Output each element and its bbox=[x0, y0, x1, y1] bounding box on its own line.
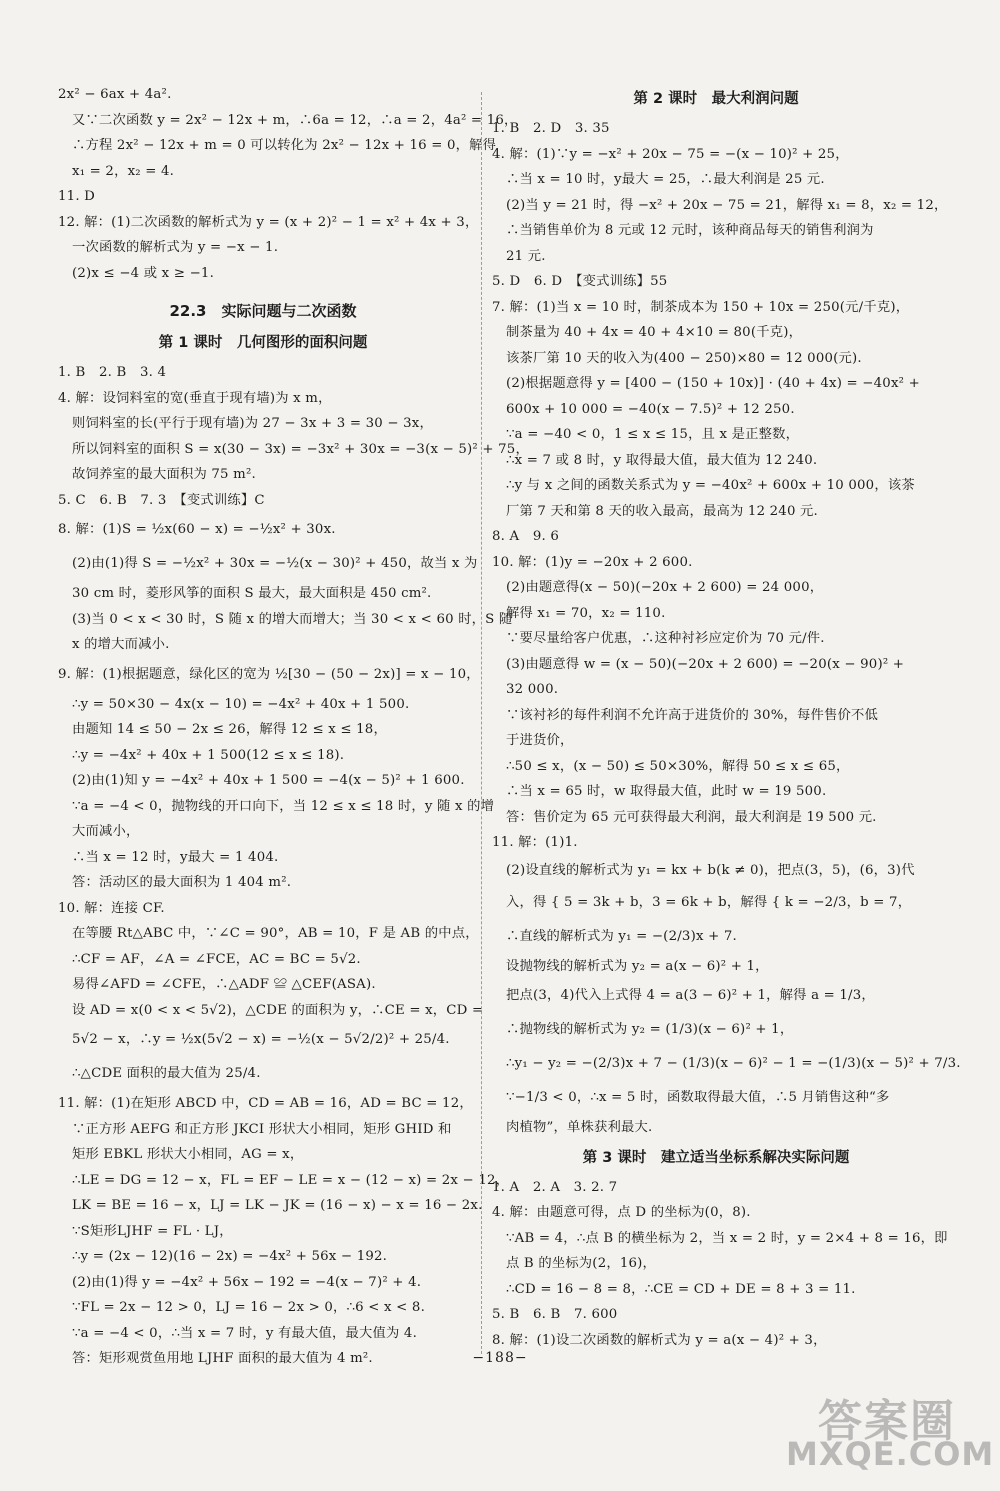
answer-line: 大而减小， bbox=[72, 824, 140, 839]
answer-line: ∴当 x = 12 时，y最大 = 1 404. bbox=[72, 849, 279, 865]
answer-line: ∴y = (2x − 12)(16 − 2x) = −4x² + 56x − 192. bbox=[72, 1249, 388, 1264]
answer-line: 该茶厂第 10 天的收入为(400 − 250)×80 = 12 000(元). bbox=[506, 350, 862, 366]
answer-line: 11. 解：(1)在矩形 ABCD 中，CD = AB = 16，AD = BC = 12， bbox=[58, 1096, 473, 1111]
section-heading: 22.3 实际问题与二次函数 bbox=[169, 302, 357, 320]
answer-line: ∵正方形 AEFG 和正方形 JKCI 形状大小相同，矩形 GHID 和 bbox=[72, 1121, 452, 1137]
watermark-title: 答案圈 bbox=[818, 1396, 956, 1447]
answer-line: 易得∠AFD = ∠CFE，∴△ADF ≌ △CEF(ASA). bbox=[72, 977, 376, 992]
answer-line: 5. D 6. D 【变式训练】55 bbox=[492, 274, 668, 289]
answer-line: 2x² − 6ax + 4a². bbox=[58, 87, 172, 102]
answer-line: (2)设直线的解析式为 y₁ = kx + b(k ≠ 0)，把点(3，5)，(6，3)代 bbox=[506, 862, 915, 878]
answer-line: ∵−1/3 < 0，∴x = 5 时，函数取得最大值，∴5 月销售这种“多 bbox=[506, 1090, 890, 1105]
answer-line: 30 cm 时，菱形风筝的面积 S 最大，最大面积是 450 cm². bbox=[72, 586, 432, 601]
answer-line: 则饲料室的长(平行于现有墙)为 27 − 3x + 3 = 30 − 3x， bbox=[72, 416, 433, 431]
answer-line: 8. 解：(1)设二次函数的解析式为 y = a(x − 4)² + 3， bbox=[492, 1332, 827, 1348]
answer-line: 点 B 的坐标为(2，16)， bbox=[506, 1256, 657, 1271]
answer-line: 1. B 2. D 3. 35 bbox=[492, 121, 610, 136]
answer-line: 11. D bbox=[58, 189, 96, 204]
answer-line: ∵a = −40 < 0，1 ≤ x ≤ 15，且 x 是正整数， bbox=[506, 427, 800, 442]
answer-line: 4. 解：由题意可得，点 D 的坐标为(0，8). bbox=[492, 1205, 751, 1220]
answer-line: ∴x = 7 或 8 时，y 取得最大值，最大值为 12 240. bbox=[506, 452, 818, 468]
answer-line: 入，得 { 5 = 3k + b，3 = 6k + b，解得 { k = −2/3，b = 7， bbox=[506, 894, 912, 910]
answer-line: 4. 解：(1)∵y = −x² + 20x − 75 = −(x − 10)² + 25， bbox=[492, 146, 849, 162]
answer-line: 答：矩形观赏鱼用地 LJHF 面积的最大值为 4 m². bbox=[72, 1351, 373, 1366]
column-divider bbox=[481, 92, 482, 1354]
answer-line: ∴y = 50×30 − 4x(x − 10) = −4x² + 40x + 1 500. bbox=[72, 696, 410, 712]
answer-line: 厂第 7 天和第 8 天的收入最高，最高为 12 240 元. bbox=[506, 503, 818, 519]
answer-line: 在等腰 Rt△ABC 中，∵∠C = 90°，AB = 10，F 是 AB 的中点， bbox=[72, 926, 479, 941]
answer-line: 600x + 10 000 = −40(x − 7.5)² + 12 250. bbox=[506, 401, 795, 417]
answer-line: 11. 解：(1)1. bbox=[492, 835, 578, 850]
answer-line: x₁ = 2，x₂ = 4. bbox=[72, 163, 175, 179]
answer-line: 矩形 EBKL 形状大小相同，AG = x， bbox=[72, 1147, 304, 1162]
answer-line: 又∵二次函数 y = 2x² − 12x + m，∴6a = 12，∴a = 2，4a² = 16， bbox=[72, 112, 518, 128]
answer-line: ∵a = −4 < 0，∴当 x = 7 时，y 有最大值，最大值为 4. bbox=[72, 1325, 418, 1341]
answer-line: 肉植物”，单株获利最大. bbox=[506, 1120, 653, 1135]
answer-line: (2)x ≤ −4 或 x ≥ −1. bbox=[72, 265, 215, 281]
watermark-logo bbox=[778, 1385, 995, 1477]
answer-line: (3)由题意得 w = (x − 50)(−20x + 2 600) = −20(x − 90)² + bbox=[506, 656, 905, 672]
section-heading: 第 3 课时 建立适当坐标系解决实际问题 bbox=[582, 1149, 850, 1166]
answer-line: ∴LE = DG = 12 − x，FL = EF − LE = x − (12 − x) = 2x − 12， bbox=[72, 1172, 510, 1188]
answer-line: 10. 解：(1)y = −20x + 2 600. bbox=[492, 554, 693, 570]
answer-line: ∵该衬衫的每件利润不允许高于进货价的 30%，每件售价不低 bbox=[506, 707, 879, 723]
answer-line: (2)由(1)知 y = −4x² + 40x + 1 500 = −4(x − 5)² + 1 600. bbox=[72, 773, 465, 788]
answer-line: 5. C 6. B 7. 3 【变式训练】C bbox=[58, 492, 265, 508]
answer-line: 答：售价定为 65 元可获得最大利润，最大利润是 19 500 元. bbox=[506, 809, 877, 825]
answer-line: 5√2 − x，∴y = ½x(5√2 − x) = −½(x − 5√2/2)² + 25/4. bbox=[72, 1032, 450, 1047]
answer-line: 于进货价， bbox=[506, 733, 574, 748]
answer-line: 8. 解：(1)S = ½x(60 − x) = −½x² + 30x. bbox=[58, 522, 336, 537]
right-column bbox=[492, 82, 961, 1353]
answer-line: ∵AB = 4，∴点 B 的横坐标为 2，当 x = 2 时，y = 2×4 + 8 = 16，即 bbox=[506, 1230, 948, 1246]
answer-line: x 的增大而减小. bbox=[72, 637, 170, 652]
answer-line: 4. 解：设饲料室的宽(垂直于现有墙)为 x m， bbox=[58, 390, 332, 406]
answer-line: 12. 解：(1)二次函数的解析式为 y = (x + 2)² − 1 = x² + 4x + 3， bbox=[58, 214, 479, 230]
answer-line: (2)由(1)得 S = −½x² + 30x = −½(x − 30)² + 450，故当 x 为 bbox=[72, 556, 478, 571]
answer-line: ∴CF = AF，∠A = ∠FCE，AC = BC = 5√2. bbox=[72, 951, 361, 967]
answer-line: ∴50 ≤ x，(x − 50) ≤ 50×30%，解得 50 ≤ x ≤ 65， bbox=[506, 758, 850, 774]
answer-line: 设 AD = x(0 < x < 5√2)，△CDE 的面积为 y，∴CE = x，CD = bbox=[72, 1002, 484, 1018]
answer-line: ∴方程 2x² − 12x + m = 0 可以转化为 2x² − 12x + 16 = 0，解得 bbox=[72, 138, 497, 153]
answer-line: (2)由题意得(x − 50)(−20x + 2 600) = 24 000， bbox=[506, 580, 824, 595]
answer-line: 1. A 2. A 3. 2. 7 bbox=[492, 1179, 618, 1195]
answer-line: 答：活动区的最大面积为 1 404 m². bbox=[72, 875, 292, 890]
answer-line: (2)由(1)得 y = −4x² + 56x − 192 = −4(x − 7)² + 4. bbox=[72, 1274, 422, 1290]
answer-line: 1. B 2. B 3. 4 bbox=[58, 365, 167, 380]
answer-line: 把点(3，4)代入上式得 4 = a(3 − 6)² + 1，解得 a = 1/3， bbox=[506, 988, 875, 1003]
answer-line: ∴△CDE 面积的最大值为 25/4. bbox=[72, 1066, 261, 1081]
answer-line: (2)当 y = 21 时，得 −x² + 20x − 75 = 21，解得 x₁ = 8，x₂ = 12， bbox=[506, 197, 948, 213]
answer-line: 32 000. bbox=[506, 682, 559, 697]
answer-line: (2)根据题意得 y = [400 − (150 + 10x)] · (40 + 4x) = −40x² + bbox=[506, 376, 920, 391]
answer-line: ∵S矩形LJHF = FL · LJ， bbox=[72, 1223, 233, 1239]
answer-line: ∵FL = 2x − 12 > 0，LJ = 16 − 2x > 0，∴6 < x < 8. bbox=[72, 1300, 426, 1315]
answer-line: (3)当 0 < x < 30 时，S 随 x 的增大而增大；当 30 < x < 60 时，S 随 bbox=[72, 611, 513, 627]
answer-line: 21 元. bbox=[506, 248, 546, 264]
answer-line: ∴抛物线的解析式为 y₂ = (1/3)(x − 6)² + 1， bbox=[506, 1022, 794, 1037]
answer-line: ∴当销售单价为 8 元或 12 元时，该种商品每天的销售利润为 bbox=[506, 223, 874, 238]
answer-line: 5. B 6. B 7. 600 bbox=[492, 1307, 618, 1322]
answer-line: 9. 解：(1)根据题意，绿化区的宽为 ½[30 − (50 − 2x)] = x − 10， bbox=[58, 666, 480, 682]
section-heading: 第 2 课时 最大利润问题 bbox=[633, 91, 799, 107]
answer-line: 解得 x₁ = 70，x₂ = 110. bbox=[506, 605, 666, 621]
answer-line: 10. 解：连接 CF. bbox=[58, 900, 165, 916]
answer-line: 8. A 9. 6 bbox=[492, 529, 559, 544]
section-heading: 第 1 课时 几何图形的面积问题 bbox=[158, 335, 368, 351]
answer-line: ∵要尽量给客户优惠，∴这种衬衫应定价为 70 元/件. bbox=[506, 631, 825, 646]
answer-line: ∴当 x = 65 时，w 取得最大值，此时 w = 19 500. bbox=[506, 784, 827, 799]
answer-line: ∴y 与 x 之间的函数关系式为 y = −40x² + 600x + 10 000，该茶 bbox=[506, 478, 915, 493]
answer-line: ∴直线的解析式为 y₁ = −(2/3)x + 7. bbox=[506, 928, 737, 944]
answer-line: 故饲养室的最大面积为 75 m². bbox=[72, 467, 256, 482]
answer-line: 7. 解：(1)当 x = 10 时，制茶成本为 150 + 10x = 250(元/千克)， bbox=[492, 299, 910, 315]
page-number: −188− bbox=[472, 1350, 528, 1366]
watermark-url: MXQE.COM bbox=[786, 1435, 995, 1473]
answer-line: ∴当 x = 10 时，y最大 = 25，∴最大利润是 25 元. bbox=[506, 172, 825, 187]
answer-line: 由题知 14 ≤ 50 − 2x ≤ 26，解得 12 ≤ x ≤ 18， bbox=[72, 722, 387, 737]
answer-line: ∴y₁ − y₂ = −(2/3)x + 7 − (1/3)(x − 6)² − 1 = −(1/3)(x − 5)² + 7/3. bbox=[506, 1056, 961, 1071]
answer-line: ∵a = −4 < 0，抛物线的开口向下，当 12 ≤ x ≤ 18 时，y 随 x 的增 bbox=[72, 798, 495, 814]
answer-line: 所以饲料室的面积 S = x(30 − 3x) = −3x² + 30x = −3(x − 5)² + 75， bbox=[72, 441, 529, 457]
answer-line: ∴CD = 16 − 8 = 8，∴CE = CD + DE = 8 + 3 = 11. bbox=[506, 1281, 856, 1297]
answer-line: ∴y = −4x² + 40x + 1 500(12 ≤ x ≤ 18). bbox=[72, 747, 345, 763]
answer-line: 设抛物线的解析式为 y₂ = a(x − 6)² + 1， bbox=[506, 958, 769, 974]
answer-line: 制茶量为 40 + 4x = 40 + 4×10 = 80(千克)， bbox=[506, 325, 803, 340]
answer-line: 一次函数的解析式为 y = −x − 1. bbox=[72, 240, 279, 255]
answer-line: LK = BE = 16 − x，LJ = LK − JK = (16 − x) − x = 16 − 2x. bbox=[72, 1198, 483, 1213]
